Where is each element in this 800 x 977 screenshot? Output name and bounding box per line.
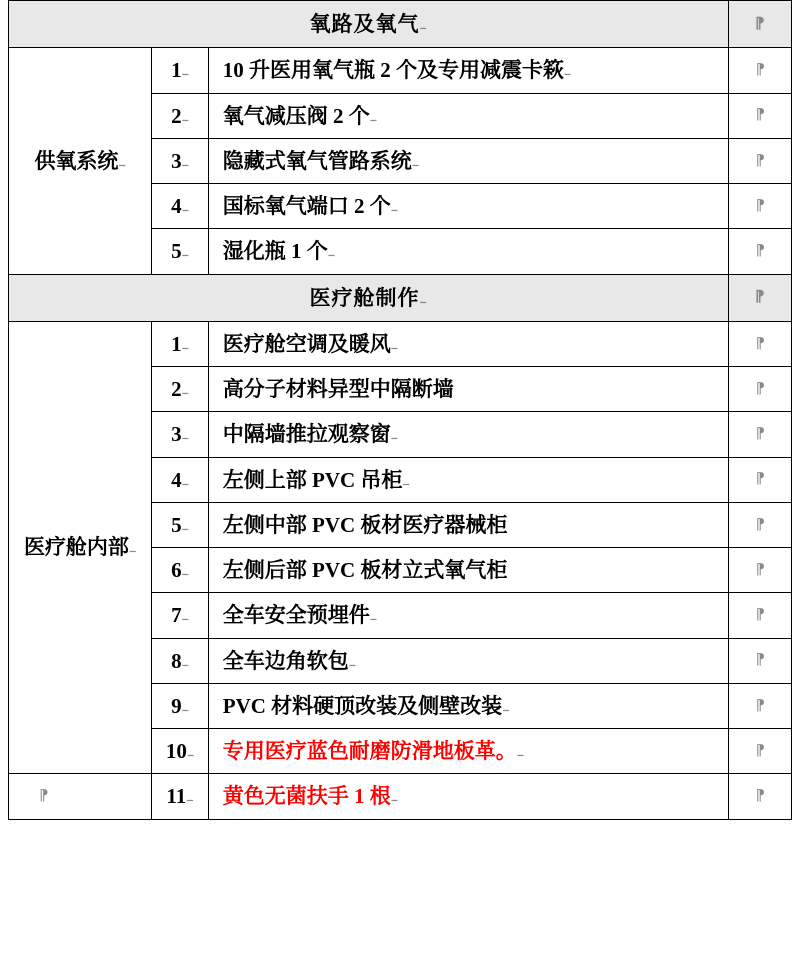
row-number-cell [152,457,209,502]
row-number-cell [152,593,209,638]
pilcrow-mark: ₋ [402,475,410,491]
row-description-cell [208,367,729,412]
row-number: 3 [171,422,182,447]
row-number: 5 [171,239,182,264]
row-number-cell [152,48,209,93]
row-mark-cell [729,367,792,412]
pilcrow-mark: ₋ [181,566,189,581]
row-mark: ⁋ [755,335,765,352]
row-number: 11 [166,784,187,809]
pilcrow-mark: ₋ [516,747,525,762]
row-mark-cell [729,321,792,366]
row-description: 左侧中部 PVC 板材医疗器械柜 [222,512,508,537]
row-description: 隐藏式氧气管路系统 [222,148,412,173]
pilcrow-mark: ₋ [419,293,428,309]
table-row [9,48,792,93]
row-mark: ⁋ [755,152,765,169]
row-description-cell [208,321,729,366]
pilcrow-mark: ₋ [181,66,189,82]
pilcrow-mark: ₋ [118,156,126,172]
pilcrow-mark: ₋ [181,520,189,536]
pilcrow-mark: ₋ [411,156,420,172]
pilcrow-mark: ₋ [181,475,189,491]
row-mark: ⁋ [755,471,765,488]
pilcrow-mark: ₋ [181,430,189,446]
row-description: 氧气减压阀 2 个 [222,103,370,128]
row-mark: ⁋ [755,107,765,124]
row-number-cell [152,367,209,412]
row-number: 7 [171,603,182,628]
pilcrow-mark: ₋ [181,656,189,672]
section-mark: ⁋ [754,15,766,32]
equipment-table [8,0,792,820]
row-description: 黄色无菌扶手 1 根 [222,784,391,809]
pilcrow-mark: ₋ [181,339,189,355]
pilcrow-mark: ₋ [390,339,399,355]
row-description-cell [208,229,729,274]
pilcrow-mark: ₋ [181,202,189,217]
row-mark: ⁋ [755,788,765,804]
pilcrow-mark: ₋ [419,20,428,35]
row-description: 全车安全预埋件 [222,603,370,628]
category-cell-empty [9,774,152,819]
pilcrow-mark: ₋ [181,111,189,127]
row-number-cell [152,321,209,366]
row-mark: ⁋ [755,742,765,759]
row-description-cell [208,48,729,93]
row-number: 8 [171,648,182,673]
pilcrow-mark: ₋ [390,430,399,446]
pilcrow-mark: ₋ [502,701,510,717]
row-description: 左侧上部 PVC 吊柜 [222,467,403,492]
category-cell-oxygen [9,48,152,274]
row-description: 专用医疗蓝色耐磨防滑地板革。 [222,739,517,763]
pilcrow-mark: ₋ [181,385,189,400]
row-mark-cell [729,774,792,819]
row-mark-cell [729,729,792,774]
row-description-cell [208,774,729,819]
row-number-cell [152,638,209,683]
row-number: 5 [171,512,182,537]
row-number: 10 [165,739,187,763]
row-mark-cell [729,638,792,683]
category-label: 供氧系统 [34,148,119,173]
row-description-cell [208,457,729,502]
category-label: 医疗舱内部 [23,535,129,560]
row-mark-cell [729,48,792,93]
row-mark: ⁋ [755,426,765,442]
pilcrow-mark: ₋ [564,66,572,82]
row-description-cell [208,593,729,638]
row-number: 1 [171,331,182,356]
row-mark-cell [729,93,792,138]
row-mark: ⁋ [755,697,765,714]
pilcrow-mark: ₋ [181,156,189,172]
section-mark-cell [729,1,792,48]
section-title: 医疗舱制作 [309,285,420,310]
row-number-cell [152,683,209,728]
section-header-row [9,274,792,321]
row-description-cell [208,93,729,138]
row-mark: ⁋ [755,380,765,397]
section-mark-cell [729,274,792,321]
row-mark: ⁋ [755,516,765,533]
row-mark: ⁋ [755,62,765,78]
row-description: 医疗舱空调及暖风 [222,331,391,356]
row-description-cell [208,548,729,593]
section-title-cell [9,1,729,48]
pilcrow-mark: ₋ [181,611,189,627]
pilcrow-mark: ₋ [390,792,399,808]
row-description-cell [208,502,729,547]
pilcrow-mark: ₋ [181,247,189,263]
row-number-cell [152,93,209,138]
row-description: 左侧后部 PVC 板材立式氧气柜 [222,558,508,582]
row-description: 中隔墙推拉观察窗 [222,422,391,447]
row-description-cell [208,412,729,457]
row-number-cell [152,138,209,183]
row-description: PVC 材料硬顶改装及侧壁改装 [222,693,503,718]
row-mark: ⁋ [755,652,765,669]
section-header-row [9,1,792,48]
row-description: 湿化瓶 1 个 [222,239,328,264]
row-number-cell [152,774,209,819]
section-title: 氧路及氧气 [309,12,420,36]
row-mark-cell [729,184,792,229]
row-number: 4 [171,194,182,218]
row-description: 全车边角软包 [222,648,349,673]
pilcrow-mark: ₋ [186,792,194,808]
row-mark-cell [729,138,792,183]
section-mark: ⁋ [754,289,766,306]
row-mark: ⁋ [755,197,765,214]
pilcrow-mark: ₋ [186,747,195,762]
section-title-cell [9,274,729,321]
row-number-cell [152,184,209,229]
row-number-cell [152,729,209,774]
pilcrow-mark: ₋ [327,247,336,263]
row-number: 1 [171,58,182,83]
row-description-cell [208,683,729,728]
row-number: 2 [171,103,182,128]
row-mark-cell [729,683,792,728]
pilcrow-mark: ₋ [348,656,357,672]
row-number-cell [152,412,209,457]
pilcrow-mark: ₋ [369,611,378,627]
row-mark-cell [729,229,792,274]
row-mark-cell [729,502,792,547]
pilcrow-mark: ₋ [390,202,399,217]
row-mark: ⁋ [755,243,765,259]
row-description-cell [208,138,729,183]
row-description: 10 升医用氧气瓶 2 个及专用减震卡篍 [222,58,565,83]
table-row [9,774,792,819]
row-mark: ⁋ [39,788,49,804]
row-number: 4 [171,467,182,492]
row-mark: ⁋ [755,607,765,623]
row-mark: ⁋ [755,561,765,578]
pilcrow-mark: ₋ [128,543,137,559]
row-mark-cell [729,412,792,457]
table-row [9,321,792,366]
row-description: 高分子材料异型中隔断墙 [222,377,454,401]
row-number: 2 [171,377,182,401]
row-description: 国标氧气端口 2 个 [222,194,391,218]
row-number: 3 [171,148,182,173]
row-description-cell [208,184,729,229]
pilcrow-mark: ₋ [369,111,378,127]
row-number-cell [152,502,209,547]
row-number: 9 [171,693,182,718]
category-cell-cabin [9,321,152,774]
row-mark-cell [729,593,792,638]
row-number-cell [152,229,209,274]
row-mark-cell [729,457,792,502]
row-description-cell [208,638,729,683]
row-mark-cell [729,548,792,593]
row-number: 6 [171,558,182,582]
row-description-cell [208,729,729,774]
row-number-cell [152,548,209,593]
pilcrow-mark: ₋ [181,701,189,717]
